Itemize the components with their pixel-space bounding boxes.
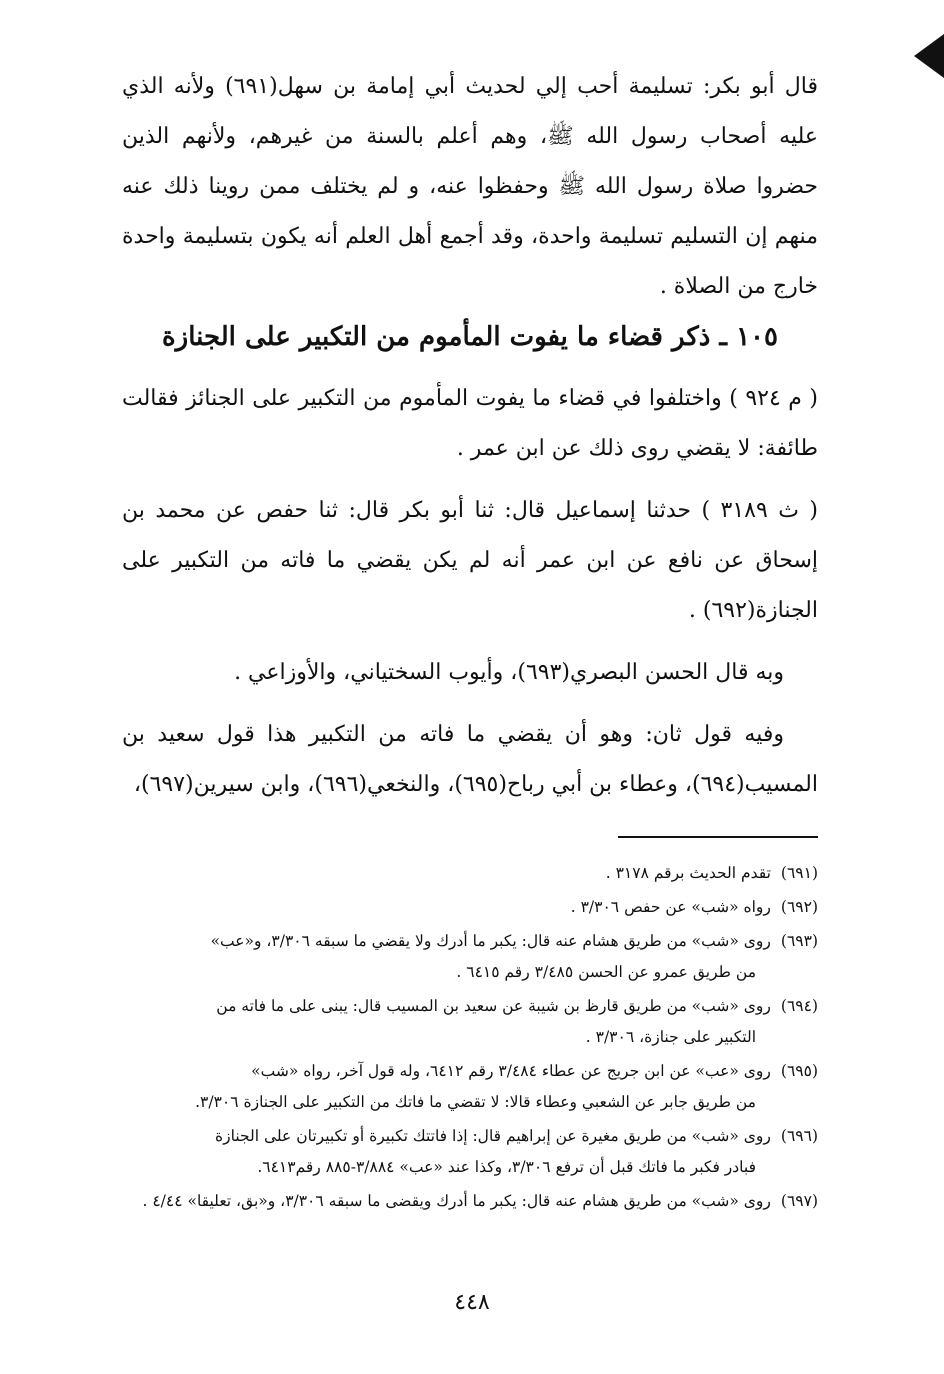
paragraph-opening: قال أبو بكر: تسليمة أحب إلي لحديث أبي إمامة بن سهل(٦٩١) ولأنه الذي عليه أصحاب رسول الله ﷺ، وهم أعلم بالسنة من غيرهم، ولأنهم الذين حضروا صلاة رسول الله ﷺ وحفظوا عنه، و لم يختلف ممن روينا ذلك عنه منهم إن التسليم تسليمة واحدة، وقد أجمع أهل العلم أنه يكون بتسليمة واحدة خارج من الصلاة . — [122, 74, 818, 299]
footnote-693 — [122, 926, 818, 988]
footnote-text: رواه «شب» عن حفص ٣/٣٠٦ . — [570, 898, 771, 916]
footnote-695 — [122, 1056, 818, 1118]
footnote-number: (٦٩٢) — [780, 898, 818, 916]
page-number: ٤٤٨ — [454, 1290, 490, 1315]
page-corner-marker — [914, 34, 944, 78]
paragraph-opinion-2: وفيه قول ثان: وهو أن يقضي ما فاته من التكبير هذا قول سعيد بن المسيب(٦٩٤)، وعطاء بن أبي رباح(٦٩٥)، والنخعي(٦٩٦)، وابن سيرين(٦٩٧)، — [122, 722, 818, 797]
footnote-continuation: من طريق عمرو عن الحسن ٣/٤٨٥ رقم ٦٤١٥ . — [456, 963, 756, 981]
footnote-number: (٦٩٥) — [780, 1062, 818, 1080]
footnote-text: روى «شب» من طريق مغيرة عن إبراهيم قال: إذا فاتتك تكبيرة أو تكبيرتان على الجنازة — [215, 1127, 771, 1145]
footnote-continuation: التكبير على جنازة، ٣/٣٠٦ . — [585, 1028, 756, 1046]
main-text — [122, 62, 818, 810]
footnote-number: (٦٩٣) — [780, 932, 818, 950]
footnote-text: تقدم الحديث برقم ٣١٧٨ . — [605, 864, 771, 882]
footnote-text: روى «عب» عن ابن جريج عن عطاء ٣/٤٨٤ رقم ٦٤١٢، وله قول آخر، رواه «شب» — [251, 1062, 771, 1080]
footnote-694 — [122, 991, 818, 1053]
footnote-text: روى «شب» من طريق هشام عنه قال: يكبر ما أدرك ولا يقضي ما سبقه ٣/٣٠٦، و«عب» — [210, 932, 771, 950]
footnote-697 — [122, 1186, 818, 1217]
footnote-text: روى «شب» من طريق هشام عنه قال: يكبر ما أدرك ويقضى ما سبقه ٣/٣٠٦، و«بق، تعليقا» ٤/٤٤ . — [142, 1192, 771, 1210]
footnote-number: (٦٩١) — [780, 864, 818, 882]
footnote-divider — [618, 836, 818, 838]
footnote-696 — [122, 1121, 818, 1183]
paragraph-hadith: ( ث ٣١٨٩ ) حدثنا إسماعيل قال: ثنا أبو بكر قال: ثنا حفص عن محمد بن إسحاق عن نافع عن ابن عمر أنه لم يكن يقضي ما فاته من التكبير على الجنازة(٦٩٢) . — [122, 498, 818, 623]
paragraph-opinion-1: وبه قال الحسن البصري(٦٩٣)، وأيوب السختياني، والأوزاعي . — [234, 660, 784, 685]
footnote-692 — [122, 892, 818, 923]
footnote-691 — [122, 858, 818, 889]
footnote-continuation: فبادر فكبر ما فاتك قبل أن ترفع ٣/٣٠٦، وكذا عند «عب» ٣/٨٨٤-٨٨٥ رقم٦٤١٣. — [257, 1158, 756, 1176]
paragraph-masala: ( م ٩٢٤ ) واختلفوا في قضاء ما يفوت المأموم من التكبير على الجنائز فقالت طائفة: لا يقضي روى ذلك عن ابن عمر . — [122, 386, 818, 461]
footnote-number: (٦٩٤) — [780, 997, 818, 1015]
footnote-number: (٦٩٧) — [780, 1192, 818, 1210]
page-content — [122, 62, 818, 1220]
footnote-text: روى «شب» من طريق قارظ بن شيبة عن سعيد بن المسيب قال: يبنى على ما فاته من — [216, 997, 771, 1015]
footnotes — [122, 858, 818, 1217]
section-heading: ١٠٥ ـ ذكر قضاء ما يفوت المأموم من التكبير على الجنازة — [162, 322, 778, 352]
footnote-number: (٦٩٦) — [780, 1127, 818, 1145]
footnote-continuation: من طريق جابر عن الشعبي وعطاء قالا: لا تقضي ما فاتك من التكبير على الجنازة ٣/٣٠٦. — [195, 1093, 756, 1111]
